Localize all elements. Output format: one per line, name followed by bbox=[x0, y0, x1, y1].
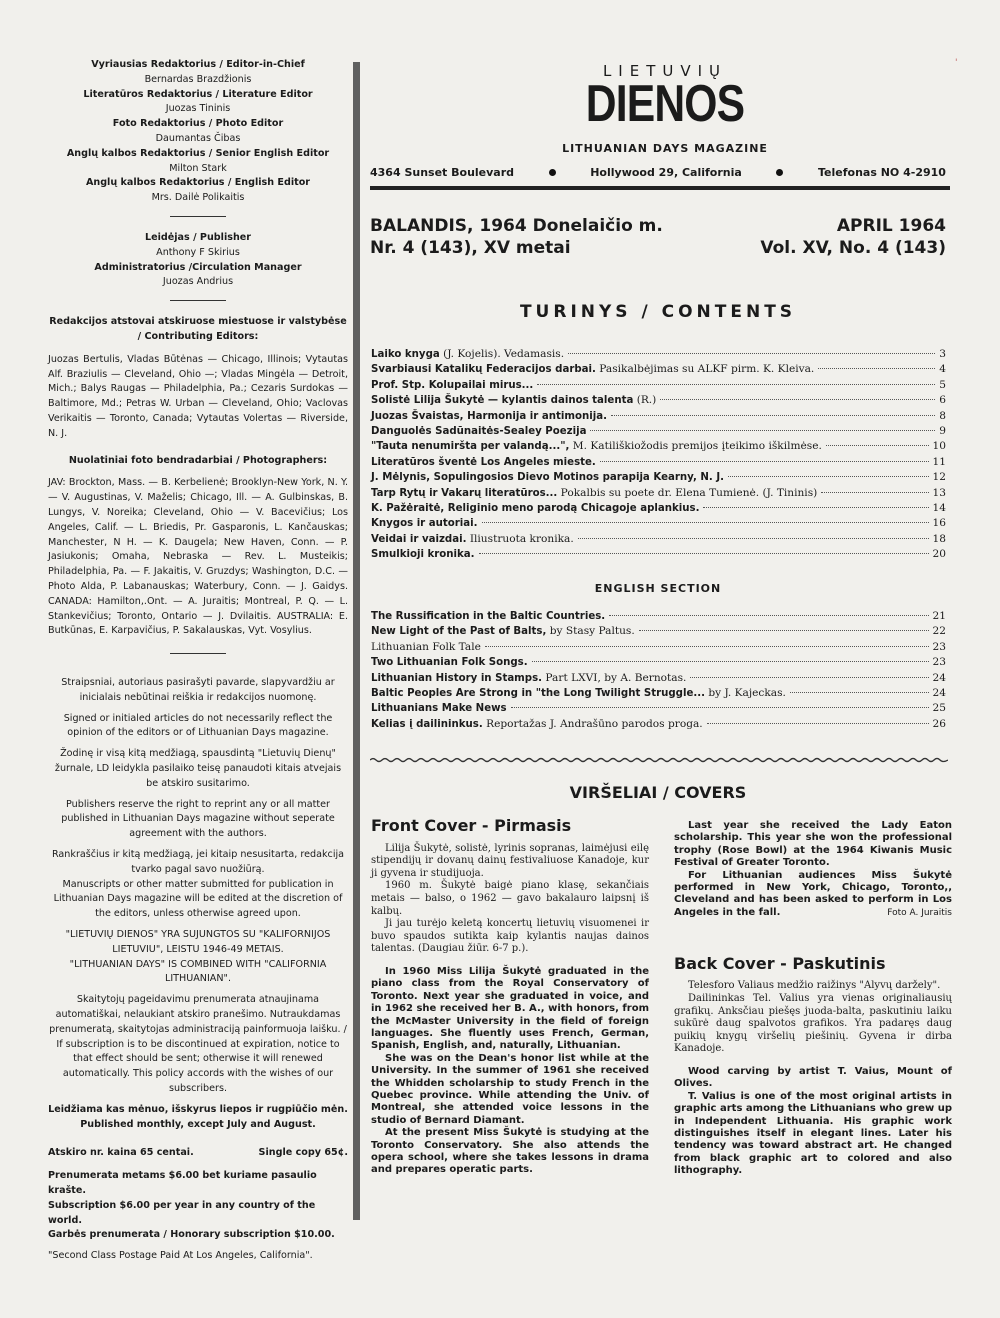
toc-entry bbox=[371, 718, 946, 733]
toc-page-number: 25 bbox=[932, 702, 946, 715]
toc-leader-dots bbox=[578, 538, 929, 539]
toc-entry bbox=[371, 702, 946, 717]
toc-entry bbox=[371, 440, 946, 455]
toc-leader-dots bbox=[482, 522, 929, 523]
issue-info-en bbox=[740, 215, 946, 259]
toc-entry bbox=[371, 625, 946, 640]
toc-entry bbox=[371, 641, 946, 656]
toc-title-text: Laiko knyga bbox=[371, 349, 440, 360]
divider bbox=[170, 216, 226, 217]
toc-entry bbox=[371, 456, 946, 471]
toc-entry bbox=[371, 394, 946, 409]
toc-title-text: Veidai ir vaizdai. bbox=[371, 533, 467, 545]
english-table-of-contents bbox=[371, 610, 946, 733]
notice: Žodinę ir visą kitą medžiagą, spausdintą "Lietuvių Dienų" žurnale, LD leidykla pasilaiko teisę panaudoti kitais atvejais be atskiro susitarimo. bbox=[54, 748, 342, 789]
toc-title-text: New Light of the Past of Balts, bbox=[371, 626, 547, 638]
toc-entry-title bbox=[371, 718, 703, 730]
staff-name: Juozas Tininis bbox=[165, 103, 231, 115]
contributing-text: Juozas Bertulis, Vladas Būtėnas — Chicago, Illinois; Vytautas Alf. Braziulis — Cleveland, Ohio —; Vladas Mingėla — Detroit, Mich.; Balys Raugas — Philadelphia, Pa.; Cezaris Surdokas — Baltimore, Md.; Petras W. Urban — Cleveland, Ohio; Vaclovas Verikaitis — Toronto, Canada; Vytautas Volertas — Riverside, N. J. bbox=[48, 353, 348, 439]
toc-entry-title bbox=[371, 687, 786, 699]
toc-leader-dots bbox=[511, 707, 929, 708]
toc-entry-title bbox=[371, 548, 475, 560]
back-cover-en-paragraph: T. Valius is one of the most original artists in graphic arts among the Lithuanians who grew up in Independent Lithuania. His graphic work distinguishes itself in elegant lines. Later his tendency was toward abstract art. He changed from black graphic art to colored and also lithography. bbox=[674, 1090, 952, 1177]
toc-entry bbox=[371, 379, 946, 394]
margin-mark: ' bbox=[955, 58, 958, 68]
toc-leader-dots bbox=[537, 384, 935, 385]
toc-leader-dots bbox=[639, 630, 929, 631]
toc-entry bbox=[371, 363, 946, 378]
front-cover-en-paragraph: She was on the Dean's honor list while at the University. In the summer of 1961 she received the Whidden scholarship to study French in the Quebec province. While attending the Univ. of Montreal, she attended voice lessons in the studio of Bernard Diamant. bbox=[371, 1052, 649, 1126]
toc-page-number: 16 bbox=[932, 517, 946, 530]
toc-page-number: 5 bbox=[939, 378, 946, 391]
circulation-name: Juozas Andrius bbox=[162, 276, 234, 288]
contributing-heading: Redakcijos atstovai atskiruose miestuose ir valstybėse / Contributing Editors: bbox=[49, 316, 347, 342]
toc-entry bbox=[371, 410, 946, 425]
toc-title-text: Prof. Stp. Kolupailai mirus... bbox=[371, 379, 534, 391]
toc-subtitle-text: Lithuanian Folk Tale bbox=[371, 640, 481, 653]
toc-entry-title bbox=[371, 379, 533, 391]
toc-entry bbox=[371, 471, 946, 486]
toc-leader-dots bbox=[479, 553, 929, 554]
toc-subtitle-text: Pokalbis su poete dr. Elena Tumienė. (J. Tininis) bbox=[560, 486, 818, 499]
front-cover-en-paragraph: Last year she received the Lady Eaton scholarship. This year she won the professional trophy (Rose Bowl) at the 1964 Kiwanis Music Festival of Greater Toronto. bbox=[674, 820, 952, 869]
front-cover-continued bbox=[674, 820, 952, 1178]
toc-subtitle-text: by J. Kajeckas. bbox=[708, 686, 786, 699]
toc-leader-dots bbox=[611, 415, 935, 416]
back-cover-lt-paragraph: Dailininkas Tel. Valius yra vienas originaliausių grafikų. Anksčiau piešęs juoda-balta, paskutiniu laiku sukūrė daug spalvotos grafikos. Yra padaręs daug puikių knygų viršelių piešinių. Gyvena ir dirba Kanadoje. bbox=[674, 993, 952, 1055]
toc-entry bbox=[371, 502, 946, 517]
toc-page-number: 24 bbox=[932, 686, 946, 699]
toc-subtitle-text: Reportažas J. Andrašūno parodos proga. bbox=[486, 717, 703, 730]
toc-entry-title bbox=[371, 625, 635, 637]
toc-page-number: 21 bbox=[932, 610, 946, 622]
street-address: 4364 Sunset Boulevard bbox=[370, 166, 515, 179]
toc-entry-title bbox=[371, 394, 656, 406]
toc-title-text: K. Pažėraitė, Religinio meno parodą Chicagoje aplankius. bbox=[371, 502, 700, 514]
toc-title-text: Literatūros šventė Los Angeles mieste. bbox=[371, 456, 596, 468]
toc-page-number: 14 bbox=[932, 501, 946, 514]
wavy-divider bbox=[370, 757, 948, 763]
toc-entry-title bbox=[371, 348, 564, 360]
issue-number-lt: Nr. 4 (143), XV metai bbox=[370, 238, 571, 258]
toc-entry bbox=[371, 533, 946, 548]
toc-title-text: Juozas Švaistas, Harmonija ir antimonija. bbox=[371, 410, 607, 422]
staff-name: Bernardas Brazdžionis bbox=[144, 73, 252, 85]
toc-subtitle-text: Iliustruota kronika. bbox=[469, 532, 574, 545]
toc-entry bbox=[371, 687, 946, 702]
staff-role: Literatūros Redaktorius / Literature Editor bbox=[83, 88, 313, 100]
table-of-contents bbox=[371, 348, 946, 563]
staff-name: Daumantas Čibas bbox=[155, 132, 241, 144]
divider bbox=[170, 300, 226, 301]
back-cover-lt-paragraph: Telesforo Valiaus medžio raižinys "Alyvų daržely". bbox=[688, 980, 941, 992]
masthead-subtitle: LITHUANIAN DAYS MAGAZINE bbox=[562, 142, 768, 155]
toc-entry-title bbox=[371, 702, 507, 714]
toc-page-number: 22 bbox=[932, 625, 946, 638]
toc-leader-dots bbox=[826, 445, 929, 446]
subscription-line: Prenumerata metams $6.00 bet kuriame pasaulio krašte. bbox=[48, 1170, 317, 1196]
toc-title-text: Svarbiausi Katalikų Federacijos darbai. bbox=[371, 364, 596, 376]
toc-entry-title bbox=[371, 641, 481, 653]
photographers-text: JAV: Brockton, Mass. — B. Kerbelienė; Brooklyn-New York, N. Y. — V. Augustinas, V. Maželis; Chicago, Ill. — A. Gulbinskas, B. Lungys, V. Noreika; Cleveland, Ohio — V. Bacevičius; Los Angeles, Calif. — L. Briedis, Pr. Gasparonis, L. Kančauskas; Manchester, N H. — K. Daugela; New Haven, Conn. — P. Jasiukonis; Omaha, Nebraska — Rev. L. Musteikis; Philadelphia, Pa. — F. Jakaitis, V. Gruzdys; Washington, D.C. —Photo Alda, P. Labanauskas; Waterbury, Conn. — J. Gaidys. CANADA: Hamilton,.Ont. — A. Juraitis; Montreal, P. Q. — L. Stankevičius; Toronto, Ontario — J. Dvilaitis. AUSTRALIA: E. Butkūnas, E. Karpavičius, P. Sakalauskas, Vyt. Vosylius. bbox=[48, 477, 348, 637]
toc-leader-dots bbox=[609, 615, 928, 616]
toc-entry-title bbox=[371, 425, 586, 437]
toc-leader-dots bbox=[568, 353, 935, 354]
toc-entry-title bbox=[371, 517, 478, 529]
toc-title-text: Two Lithuanian Folk Songs. bbox=[371, 657, 528, 669]
subscription-line: Garbės prenumerata / Honorary subscription $10.00. bbox=[48, 1229, 335, 1241]
front-cover-lt-paragraph: Lilija Šukytė, solistė, lyrinis sopranas, laimėjusi eilę stipendijų ir dovanų dainų festivaliuose Kanadoje, kur ji gyvena ir studijuoja. bbox=[371, 842, 649, 879]
toc-entry-title bbox=[371, 410, 607, 422]
divider bbox=[170, 653, 226, 654]
toc-entry bbox=[371, 348, 946, 363]
staff-role: Foto Redaktorius / Photo Editor bbox=[112, 118, 284, 130]
toc-page-number: 6 bbox=[939, 394, 946, 407]
toc-subtitle-text: Part LXVI, by A. Bernotas. bbox=[545, 671, 687, 684]
toc-page-number: 20 bbox=[932, 548, 946, 561]
toc-page-number: 8 bbox=[939, 409, 946, 422]
toc-leader-dots bbox=[821, 492, 928, 493]
notice: Straipsniai, autoriaus pasirašyti pavarde, slapyvardžiu ar inicialais nebūtinai reiškia ir redakcijos nuomonę. bbox=[61, 677, 335, 703]
masthead-top-word: LIETUVIŲ bbox=[602, 62, 728, 80]
toc-leader-dots bbox=[690, 677, 928, 678]
toc-entry-title bbox=[371, 502, 699, 514]
toc-subtitle-text: by Stasy Paltus. bbox=[549, 625, 635, 638]
toc-title-text: The Russification in the Baltic Countries. bbox=[371, 611, 606, 622]
toc-subtitle-text: (J. Kojelis). Vedamasis. bbox=[443, 348, 565, 360]
toc-title-text: J. Mėlynis, Sopulingosios Dievo Motinos parapija Kearny, N. J. bbox=[371, 472, 724, 484]
toc-leader-dots bbox=[590, 430, 935, 431]
toc-entry-title bbox=[371, 656, 528, 668]
toc-title-text: Baltic Peoples Are Strong in "the Long Twilight Struggle... bbox=[371, 687, 705, 699]
toc-page-number: 9 bbox=[939, 424, 946, 437]
photo-credit: Foto A. Juraitis bbox=[887, 908, 952, 919]
toc-page-number: 23 bbox=[932, 640, 946, 653]
toc-page-number: 23 bbox=[932, 656, 946, 669]
toc-page-number: 18 bbox=[932, 532, 946, 545]
front-cover-lt-paragraph: Ji jau turėjo keletą koncertų lietuvių visuomenei ir buvo spaudos sutikta kaip kylantis naujas dainos talentas. (Daugiau žiūr. 6-7 p.). bbox=[371, 918, 649, 955]
notice: Rankraščius ir kitą medžiagą, jei kitaip nesusitarta, redakcija tvarko pagal savo nuožiūrą. bbox=[51, 849, 345, 875]
notice: Publishers reserve the right to reprint any or all matter published in Lithuanian Days magazine without seperate agreement with the authors. bbox=[61, 798, 335, 840]
toc-leader-dots bbox=[703, 507, 928, 508]
city-address: Hollywood 29, California bbox=[590, 166, 742, 179]
toc-title-text: "Tauta nenumiršta per valandą...", bbox=[371, 441, 570, 453]
masthead-staff-column bbox=[48, 58, 348, 1264]
toc-title-text: Lithuanian History in Stamps. bbox=[371, 672, 543, 684]
issue-date-en: APRIL 1964 bbox=[836, 216, 946, 236]
bullet-icon bbox=[776, 169, 783, 176]
toc-entry-title bbox=[371, 440, 822, 452]
toc-entry-title bbox=[371, 672, 686, 684]
toc-leader-dots bbox=[600, 461, 929, 462]
back-cover-en-paragraph: Wood carving by artist T. Vaius, Mount of Olives. bbox=[674, 1066, 952, 1090]
toc-entry bbox=[371, 548, 946, 563]
toc-entry-title bbox=[371, 456, 596, 468]
issue-info-lt bbox=[370, 215, 663, 259]
toc-page-number: 12 bbox=[932, 471, 946, 484]
toc-entry bbox=[371, 517, 946, 532]
notice: Signed or initialed articles do not necessarily reflect the opinion of the editors or of Lithuanian Days magazine. bbox=[63, 712, 333, 739]
price-row bbox=[48, 1146, 348, 1161]
toc-entry bbox=[371, 610, 946, 625]
toc-leader-dots bbox=[532, 661, 929, 662]
toc-entry-title bbox=[371, 363, 814, 375]
issue-number-en: Vol. XV, No. 4 (143) bbox=[760, 238, 946, 258]
issue-date-lt: BALANDIS, 1964 Donelaičio m. bbox=[370, 216, 663, 236]
staff-name: Milton Stark bbox=[169, 162, 227, 174]
masthead-title: DIENOS bbox=[585, 75, 745, 133]
toc-page-number: 3 bbox=[939, 348, 946, 360]
staff-role: Vyriausias Redaktorius / Editor-in-Chief bbox=[91, 59, 305, 70]
toc-entry-title bbox=[371, 487, 817, 499]
toc-subtitle-text: (R.) bbox=[636, 394, 657, 407]
price-en: Single copy 65¢. bbox=[258, 1147, 348, 1159]
publisher-role: Leidėjas / Publisher bbox=[144, 231, 252, 243]
circulation-role: Administratorius /Circulation Manager bbox=[94, 261, 302, 273]
toc-entry bbox=[371, 425, 946, 440]
toc-entry bbox=[371, 656, 946, 671]
staff-role: Anglų kalbos Redaktorius / English Editor bbox=[85, 177, 311, 189]
toc-leader-dots bbox=[818, 368, 935, 369]
staff-name: Mrs. Dailė Polikaitis bbox=[151, 192, 245, 204]
toc-subtitle-text: Pasikalbėjimas su ALKF pirm. K. Kleiva. bbox=[599, 363, 815, 376]
toc-leader-dots bbox=[707, 723, 929, 724]
notice: Manuscripts or other matter submitted for publication in Lithuanian Days magazine will be edited at the discretion of the editors, unless otherwise agreed upon. bbox=[53, 878, 343, 920]
toc-entry-title bbox=[371, 533, 574, 545]
front-cover-en-paragraph: In 1960 Miss Lilija Šukytė graduated in the piano class from the Royal Conservatory of Toronto. Next year she graduated in voice, and in 1962 she received her B. A., with honors, from the McMaster University in the field of foreign languages. She fluently uses French, German, Spanish, English, and, naturally, Lithuanian. bbox=[371, 965, 649, 1052]
front-cover-en-paragraph: For Lithuanian audiences Miss Šukytė performed in New York, Chicago, Toronto,, Cleveland and has been asked to perform in Los Angeles in the fall. bbox=[674, 869, 952, 918]
toc-title-text: Solistė Lilija Šukytė — kylantis dainos talenta bbox=[371, 395, 634, 407]
notice: Skaitytojų pageidavimu prenumerata atnaujinama automatiškai, nelaukiant atskiro pranešimo. Nutraukdamas prenumeratą, skaitytojas administraciją painformuoja laišku. / If subscription is to be discontinued at expiration, notice to that effect should be sent; otherwise it will renewed automatically. This policy accords with the wishes of our subscribers. bbox=[49, 994, 347, 1095]
toc-entry-title bbox=[371, 610, 605, 622]
vertical-column-rule bbox=[353, 62, 360, 1220]
front-cover-heading: Front Cover - Pirmasis bbox=[371, 816, 572, 835]
toc-title-text: Knygos ir autoriai. bbox=[371, 518, 478, 530]
english-section-title: ENGLISH SECTION bbox=[594, 582, 722, 595]
toc-leader-dots bbox=[790, 692, 929, 693]
toc-page-number: 10 bbox=[932, 440, 946, 453]
masthead-rule bbox=[370, 186, 950, 190]
bullet-icon bbox=[549, 169, 556, 176]
toc-page-number: 13 bbox=[932, 486, 946, 499]
price-lt: Atskiro nr. kaina 65 centai. bbox=[48, 1147, 194, 1159]
postage-note: "Second Class Postage Paid At Los Angeles, California". bbox=[48, 1250, 313, 1262]
contents-title: TURINYS / CONTENTS bbox=[519, 302, 797, 322]
toc-title-text: Danguolės Sadūnaitės-Sealey Poezija bbox=[371, 425, 587, 437]
toc-page-number: 24 bbox=[932, 671, 946, 684]
toc-title-text: Tarp Rytų ir Vakarų literatūros... bbox=[371, 487, 558, 499]
phone-number: Telefonas NO 4-2910 bbox=[818, 166, 946, 179]
publisher-name: Anthony F Skirius bbox=[156, 246, 240, 258]
toc-leader-dots bbox=[485, 646, 929, 647]
toc-title-text: Kelias į dailininkus. bbox=[371, 718, 483, 730]
toc-title-text: Lithuanians Make News bbox=[371, 703, 507, 715]
subscription-line: Subscription $6.00 per year in any country of the world. bbox=[48, 1199, 316, 1226]
toc-entry bbox=[371, 672, 946, 687]
back-cover-heading: Back Cover - Paskutinis bbox=[674, 953, 886, 973]
toc-entry bbox=[371, 487, 946, 502]
publication-frequency: Leidžiama kas mėnuo, išskyrus liepos ir rugpiūčio mėn. Published monthly, except July and August. bbox=[48, 1103, 348, 1130]
toc-page-number: 4 bbox=[939, 363, 946, 376]
toc-leader-dots bbox=[728, 476, 929, 477]
toc-page-number: 11 bbox=[932, 455, 946, 468]
address-line bbox=[370, 166, 946, 179]
toc-title-text: Smulkioji kronika. bbox=[371, 549, 475, 561]
toc-leader-dots bbox=[660, 399, 935, 400]
covers-title: VIRŠELIAI / COVERS bbox=[569, 783, 747, 802]
notice: "LITHUANIAN DAYS" IS COMBINED WITH "CALIFORNIA LITHUANIAN". bbox=[69, 958, 327, 985]
toc-entry-title bbox=[371, 471, 724, 483]
front-cover-en-paragraph: At the present Miss Šukytė is studying at the Toronto Conservatory. She also attends the opera school, where she takes lessons in drama and prepares operatic parts. bbox=[371, 1127, 649, 1176]
toc-page-number: 26 bbox=[932, 717, 946, 730]
staff-role: Anglų kalbos Redaktorius / Senior English Editor bbox=[66, 147, 330, 159]
front-cover-lt-paragraph: 1960 m. Šukytė baigė piano klasę, sekančiais metais — balso, o 1962 — gavo bakalauro laipsnį iš kalbų. bbox=[371, 880, 649, 917]
notice: "LIETUVIŲ DIENOS" YRA SUJUNGTOS SU "KALIFORNIJOS LIETUVIU", LEISTU 1946-49 METAIS. bbox=[65, 929, 331, 955]
photographers-heading: Nuolatiniai foto bendradarbiai / Photographers: bbox=[68, 454, 328, 466]
front-cover-article bbox=[371, 816, 649, 1177]
toc-subtitle-text: M. Katiliškiožodis premijos įteikimo iškilmėse. bbox=[572, 440, 822, 453]
